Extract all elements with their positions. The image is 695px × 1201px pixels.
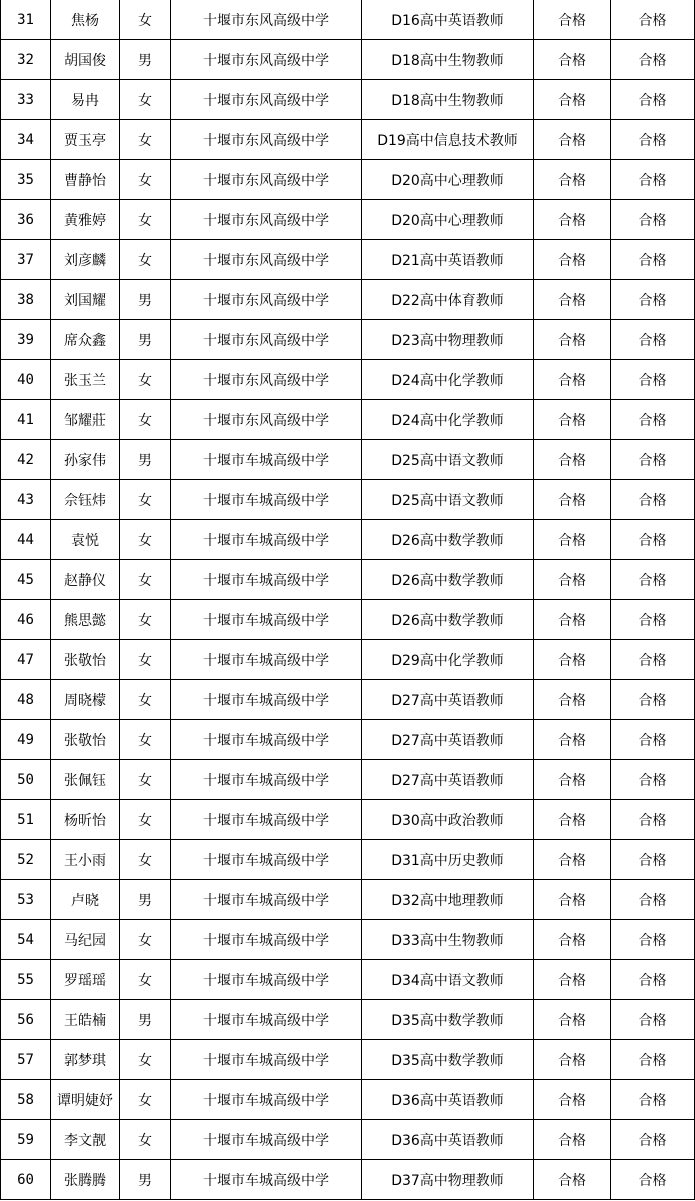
result-cell-1: 合格	[534, 440, 611, 480]
table-row	[1, 200, 695, 240]
gender-cell: 男	[120, 1000, 171, 1040]
name-cell: 张玉兰	[51, 360, 120, 400]
row-number-cell: 55	[1, 960, 51, 1000]
table-row	[1, 120, 695, 160]
gender-cell: 女	[120, 520, 171, 560]
result-cell-1: 合格	[534, 80, 611, 120]
name-cell: 易冉	[51, 80, 120, 120]
position-cell: D36高中英语教师	[362, 1080, 534, 1120]
row-number-cell: 32	[1, 40, 51, 80]
row-number-cell: 57	[1, 1040, 51, 1080]
position-cell: D30高中政治教师	[362, 800, 534, 840]
row-number-cell: 44	[1, 520, 51, 560]
result-cell-2: 合格	[611, 920, 695, 960]
result-cell-1: 合格	[534, 40, 611, 80]
school-cell: 十堰市东风高级中学	[171, 240, 362, 280]
table-row	[1, 240, 695, 280]
result-cell-2: 合格	[611, 120, 695, 160]
school-cell: 十堰市东风高级中学	[171, 0, 362, 40]
table-row	[1, 0, 695, 40]
gender-cell: 女	[120, 120, 171, 160]
school-cell: 十堰市车城高级中学	[171, 720, 362, 760]
position-cell: D27高中英语教师	[362, 760, 534, 800]
result-cell-1: 合格	[534, 480, 611, 520]
gender-cell: 女	[120, 720, 171, 760]
school-cell: 十堰市车城高级中学	[171, 1040, 362, 1080]
row-number-cell: 60	[1, 1160, 51, 1200]
school-cell: 十堰市车城高级中学	[171, 880, 362, 920]
row-number-cell: 38	[1, 280, 51, 320]
name-cell: 郭梦琪	[51, 1040, 120, 1080]
gender-cell: 女	[120, 400, 171, 440]
position-cell: D34高中语文教师	[362, 960, 534, 1000]
position-cell: D25高中语文教师	[362, 440, 534, 480]
gender-cell: 女	[120, 760, 171, 800]
table-row	[1, 920, 695, 960]
name-cell: 张敬怡	[51, 720, 120, 760]
row-number-cell: 47	[1, 640, 51, 680]
table-row	[1, 600, 695, 640]
name-cell: 贾玉亭	[51, 120, 120, 160]
result-cell-1: 合格	[534, 360, 611, 400]
school-cell: 十堰市车城高级中学	[171, 1120, 362, 1160]
position-cell: D26高中数学教师	[362, 560, 534, 600]
table-row	[1, 440, 695, 480]
row-number-cell: 46	[1, 600, 51, 640]
school-cell: 十堰市车城高级中学	[171, 600, 362, 640]
school-cell: 十堰市东风高级中学	[171, 320, 362, 360]
position-cell: D27高中英语教师	[362, 680, 534, 720]
name-cell: 刘国耀	[51, 280, 120, 320]
result-cell-2: 合格	[611, 640, 695, 680]
school-cell: 十堰市车城高级中学	[171, 520, 362, 560]
result-cell-1: 合格	[534, 720, 611, 760]
result-cell-2: 合格	[611, 680, 695, 720]
result-cell-2: 合格	[611, 880, 695, 920]
result-cell-1: 合格	[534, 760, 611, 800]
gender-cell: 女	[120, 240, 171, 280]
table-row	[1, 880, 695, 920]
name-cell: 胡国俊	[51, 40, 120, 80]
school-cell: 十堰市东风高级中学	[171, 200, 362, 240]
row-number-cell: 36	[1, 200, 51, 240]
school-cell: 十堰市东风高级中学	[171, 40, 362, 80]
position-cell: D35高中数学教师	[362, 1040, 534, 1080]
gender-cell: 男	[120, 40, 171, 80]
result-cell-1: 合格	[534, 120, 611, 160]
school-cell: 十堰市东风高级中学	[171, 80, 362, 120]
result-cell-1: 合格	[534, 0, 611, 40]
name-cell: 孙家伟	[51, 440, 120, 480]
school-cell: 十堰市东风高级中学	[171, 120, 362, 160]
row-number-cell: 41	[1, 400, 51, 440]
gender-cell: 女	[120, 960, 171, 1000]
row-number-cell: 40	[1, 360, 51, 400]
position-cell: D20高中心理教师	[362, 200, 534, 240]
row-number-cell: 31	[1, 0, 51, 40]
name-cell: 焦杨	[51, 0, 120, 40]
result-cell-2: 合格	[611, 200, 695, 240]
result-cell-2: 合格	[611, 720, 695, 760]
result-cell-2: 合格	[611, 600, 695, 640]
school-cell: 十堰市车城高级中学	[171, 840, 362, 880]
name-cell: 曹静怡	[51, 160, 120, 200]
name-cell: 王皓楠	[51, 1000, 120, 1040]
result-cell-1: 合格	[534, 1160, 611, 1200]
gender-cell: 女	[120, 800, 171, 840]
school-cell: 十堰市东风高级中学	[171, 360, 362, 400]
result-cell-2: 合格	[611, 360, 695, 400]
name-cell: 刘彦麟	[51, 240, 120, 280]
result-cell-2: 合格	[611, 280, 695, 320]
result-cell-1: 合格	[534, 960, 611, 1000]
result-cell-2: 合格	[611, 760, 695, 800]
name-cell: 佘钰炜	[51, 480, 120, 520]
gender-cell: 女	[120, 1080, 171, 1120]
position-cell: D33高中生物教师	[362, 920, 534, 960]
position-cell: D26高中数学教师	[362, 600, 534, 640]
table-row	[1, 760, 695, 800]
result-cell-2: 合格	[611, 560, 695, 600]
table-row	[1, 640, 695, 680]
table-row	[1, 720, 695, 760]
gender-cell: 男	[120, 880, 171, 920]
result-cell-2: 合格	[611, 440, 695, 480]
position-cell: D24高中化学教师	[362, 360, 534, 400]
table-row	[1, 840, 695, 880]
position-cell: D36高中英语教师	[362, 1120, 534, 1160]
name-cell: 张腾腾	[51, 1160, 120, 1200]
result-cell-1: 合格	[534, 1120, 611, 1160]
row-number-cell: 43	[1, 480, 51, 520]
school-cell: 十堰市车城高级中学	[171, 480, 362, 520]
gender-cell: 女	[120, 920, 171, 960]
table-row	[1, 960, 695, 1000]
table-row	[1, 360, 695, 400]
gender-cell: 女	[120, 560, 171, 600]
result-cell-2: 合格	[611, 0, 695, 40]
row-number-cell: 48	[1, 680, 51, 720]
table-row	[1, 400, 695, 440]
result-cell-1: 合格	[534, 200, 611, 240]
position-cell: D23高中物理教师	[362, 320, 534, 360]
school-cell: 十堰市车城高级中学	[171, 440, 362, 480]
position-cell: D20高中心理教师	[362, 160, 534, 200]
table-row	[1, 1160, 695, 1200]
result-cell-1: 合格	[534, 920, 611, 960]
result-cell-2: 合格	[611, 840, 695, 880]
school-cell: 十堰市车城高级中学	[171, 1080, 362, 1120]
result-cell-2: 合格	[611, 80, 695, 120]
result-cell-1: 合格	[534, 1080, 611, 1120]
result-cell-2: 合格	[611, 960, 695, 1000]
row-number-cell: 35	[1, 160, 51, 200]
result-cell-2: 合格	[611, 1000, 695, 1040]
table-row	[1, 160, 695, 200]
name-cell: 熊思懿	[51, 600, 120, 640]
position-cell: D24高中化学教师	[362, 400, 534, 440]
name-cell: 李文靓	[51, 1120, 120, 1160]
result-cell-2: 合格	[611, 400, 695, 440]
school-cell: 十堰市东风高级中学	[171, 160, 362, 200]
row-number-cell: 51	[1, 800, 51, 840]
position-cell: D25高中语文教师	[362, 480, 534, 520]
table-row	[1, 1080, 695, 1120]
result-cell-1: 合格	[534, 640, 611, 680]
gender-cell: 女	[120, 1040, 171, 1080]
position-cell: D18高中生物教师	[362, 40, 534, 80]
school-cell: 十堰市车城高级中学	[171, 760, 362, 800]
school-cell: 十堰市车城高级中学	[171, 800, 362, 840]
result-cell-1: 合格	[534, 600, 611, 640]
school-cell: 十堰市东风高级中学	[171, 400, 362, 440]
position-cell: D26高中数学教师	[362, 520, 534, 560]
name-cell: 马纪园	[51, 920, 120, 960]
gender-cell: 女	[120, 80, 171, 120]
result-cell-2: 合格	[611, 480, 695, 520]
position-cell: D19高中信息技术教师	[362, 120, 534, 160]
table-row	[1, 320, 695, 360]
result-cell-2: 合格	[611, 320, 695, 360]
school-cell: 十堰市车城高级中学	[171, 920, 362, 960]
row-number-cell: 53	[1, 880, 51, 920]
row-number-cell: 52	[1, 840, 51, 880]
result-cell-2: 合格	[611, 40, 695, 80]
result-cell-1: 合格	[534, 800, 611, 840]
table-row	[1, 1000, 695, 1040]
table-row	[1, 560, 695, 600]
result-cell-2: 合格	[611, 240, 695, 280]
school-cell: 十堰市车城高级中学	[171, 680, 362, 720]
gender-cell: 男	[120, 1160, 171, 1200]
school-cell: 十堰市车城高级中学	[171, 1000, 362, 1040]
name-cell: 张佩钰	[51, 760, 120, 800]
result-cell-1: 合格	[534, 680, 611, 720]
position-cell: D37高中物理教师	[362, 1160, 534, 1200]
row-number-cell: 54	[1, 920, 51, 960]
school-cell: 十堰市车城高级中学	[171, 640, 362, 680]
result-cell-1: 合格	[534, 240, 611, 280]
gender-cell: 女	[120, 200, 171, 240]
result-cell-1: 合格	[534, 280, 611, 320]
table-row	[1, 520, 695, 560]
gender-cell: 女	[120, 160, 171, 200]
row-number-cell: 33	[1, 80, 51, 120]
position-cell: D21高中英语教师	[362, 240, 534, 280]
name-cell: 赵静仪	[51, 560, 120, 600]
position-cell: D29高中化学教师	[362, 640, 534, 680]
name-cell: 杨昕怡	[51, 800, 120, 840]
name-cell: 席众鑫	[51, 320, 120, 360]
result-cell-1: 合格	[534, 880, 611, 920]
position-cell: D32高中地理教师	[362, 880, 534, 920]
row-number-cell: 59	[1, 1120, 51, 1160]
gender-cell: 女	[120, 680, 171, 720]
row-number-cell: 50	[1, 760, 51, 800]
result-cell-1: 合格	[534, 160, 611, 200]
result-cell-2: 合格	[611, 1160, 695, 1200]
gender-cell: 女	[120, 840, 171, 880]
result-cell-2: 合格	[611, 1040, 695, 1080]
gender-cell: 女	[120, 1120, 171, 1160]
result-cell-1: 合格	[534, 560, 611, 600]
row-number-cell: 39	[1, 320, 51, 360]
position-cell: D35高中数学教师	[362, 1000, 534, 1040]
gender-cell: 女	[120, 0, 171, 40]
row-number-cell: 34	[1, 120, 51, 160]
school-cell: 十堰市东风高级中学	[171, 280, 362, 320]
position-cell: D18高中生物教师	[362, 80, 534, 120]
school-cell: 十堰市车城高级中学	[171, 960, 362, 1000]
row-number-cell: 37	[1, 240, 51, 280]
row-number-cell: 49	[1, 720, 51, 760]
result-cell-2: 合格	[611, 800, 695, 840]
gender-cell: 女	[120, 360, 171, 400]
gender-cell: 男	[120, 320, 171, 360]
row-number-cell: 42	[1, 440, 51, 480]
result-cell-2: 合格	[611, 160, 695, 200]
position-cell: D16高中英语教师	[362, 0, 534, 40]
result-cell-1: 合格	[534, 320, 611, 360]
name-cell: 王小雨	[51, 840, 120, 880]
gender-cell: 女	[120, 480, 171, 520]
result-cell-1: 合格	[534, 1040, 611, 1080]
school-cell: 十堰市车城高级中学	[171, 560, 362, 600]
name-cell: 谭明婕妤	[51, 1080, 120, 1120]
gender-cell: 女	[120, 600, 171, 640]
result-cell-2: 合格	[611, 1120, 695, 1160]
table-row	[1, 680, 695, 720]
name-cell: 卢晓	[51, 880, 120, 920]
table-row	[1, 480, 695, 520]
name-cell: 邹耀莊	[51, 400, 120, 440]
result-cell-2: 合格	[611, 520, 695, 560]
position-cell: D31高中历史教师	[362, 840, 534, 880]
table-row	[1, 40, 695, 80]
table-row	[1, 800, 695, 840]
table-row	[1, 80, 695, 120]
name-cell: 黄雅婷	[51, 200, 120, 240]
result-cell-1: 合格	[534, 840, 611, 880]
table-row	[1, 1040, 695, 1080]
name-cell: 罗瑶瑶	[51, 960, 120, 1000]
result-cell-1: 合格	[534, 1000, 611, 1040]
result-cell-1: 合格	[534, 400, 611, 440]
name-cell: 周晓檬	[51, 680, 120, 720]
table-row	[1, 1120, 695, 1160]
position-cell: D27高中英语教师	[362, 720, 534, 760]
row-number-cell: 58	[1, 1080, 51, 1120]
roster-body	[1, 0, 695, 1200]
row-number-cell: 45	[1, 560, 51, 600]
gender-cell: 女	[120, 640, 171, 680]
table-row	[1, 280, 695, 320]
row-number-cell: 56	[1, 1000, 51, 1040]
gender-cell: 男	[120, 280, 171, 320]
gender-cell: 男	[120, 440, 171, 480]
position-cell: D22高中体育教师	[362, 280, 534, 320]
result-cell-1: 合格	[534, 520, 611, 560]
name-cell: 袁悦	[51, 520, 120, 560]
result-cell-2: 合格	[611, 1080, 695, 1120]
name-cell: 张敬怡	[51, 640, 120, 680]
school-cell: 十堰市车城高级中学	[171, 1160, 362, 1200]
